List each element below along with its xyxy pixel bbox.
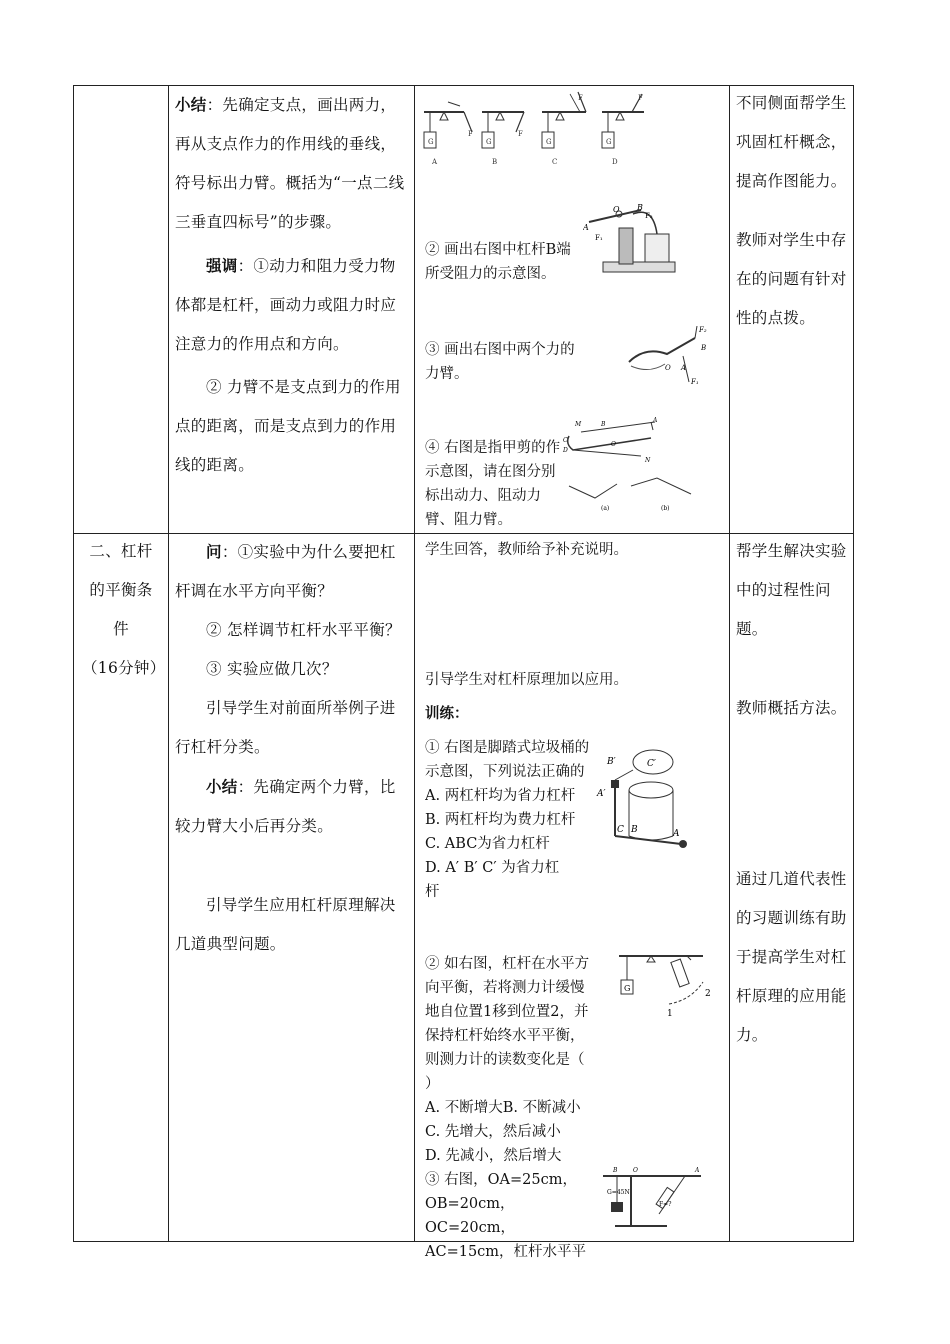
svg-text:O: O <box>611 441 616 448</box>
svg-text:G=45N: G=45N <box>607 1189 630 1196</box>
emphasis-label: 强调 <box>206 256 238 275</box>
svg-text:A′: A′ <box>597 789 606 799</box>
ask-3-paragraph: ③ 实验应做几次？ <box>206 660 338 678</box>
summary-label: 小结 <box>175 95 207 114</box>
exercise-2-option-d: D. 先减小，然后增大 <box>425 1148 562 1164</box>
svg-text:M: M <box>575 421 582 428</box>
question-4-text: ④ 右图是指甲剪的作示意图，请在图分别标出动力、阻动力臂、阻力臂。 <box>425 440 561 528</box>
svg-text:O: O <box>633 1167 638 1174</box>
exercise-1-stem: ① 右图是脚踏式垃圾桶的示意图，下列说法正确的 <box>425 740 590 780</box>
training-label: 训练： <box>425 705 469 722</box>
svg-text:O: O <box>665 364 671 372</box>
svg-text:F₂: F₂ <box>645 212 653 220</box>
svg-text:2: 2 <box>705 989 711 999</box>
exercise-1-option-b: B. 两杠杆均为费力杠杆 <box>425 812 576 828</box>
exercise-3: ③ 右图，OA=25cm，OB=20cm，OC=20cm，AC=15cm，杠杆水平平 <box>425 1172 587 1260</box>
svg-text:B: B <box>631 825 638 835</box>
trash-bin-figure <box>591 740 691 850</box>
row2-col4-cell <box>730 534 854 1242</box>
row1-col4-cell <box>730 86 854 534</box>
exercise-2-stem: ② 如右图，杠杆在水平方向平衡，若将测力计缓慢地自位置1移到位置2，并保持杠杆始终水平平衡，则测力计的读数变化是（ ） <box>425 956 590 1092</box>
svg-text:D: D <box>563 447 568 454</box>
svg-text:A: A <box>583 223 589 232</box>
row2-col1-cell <box>74 534 169 1242</box>
question-2-text: ② 画出右图中杠杆B端所受阻力的示意图。 <box>425 242 571 282</box>
svg-text:F: F <box>518 130 523 138</box>
svg-text:D: D <box>612 158 618 166</box>
exercise-2-option-a: A. 不断增大 <box>425 1100 503 1116</box>
section-title: 二、杠杆的平衡条件 <box>89 542 153 638</box>
svg-text:G: G <box>546 138 552 146</box>
svg-text:A: A <box>681 364 687 372</box>
svg-text:(b): (b) <box>661 505 670 512</box>
student-answer-text: 学生回答，教师给予补充说明。 <box>425 542 628 558</box>
ask-paragraph: 问：①实验中为什么要把杠杆调在水平方向平衡？ <box>175 542 396 600</box>
svg-text:G: G <box>606 138 612 146</box>
ask-label: 问 <box>206 542 222 561</box>
svg-text:O: O <box>613 205 620 214</box>
guide-apply-text: 引导学生对杠杆原理加以应用。 <box>425 672 628 688</box>
svg-text:G: G <box>428 138 434 146</box>
svg-text:C: C <box>617 825 624 835</box>
lever-diagrams-abcd <box>420 88 648 168</box>
svg-text:A: A <box>653 417 658 424</box>
row1-note-1: 不同侧面帮学生巩固杠杆概念，提高作图能力。 <box>736 94 847 190</box>
exercise-1-option-d: D. A′ B′ C′ 为省力杠杆 <box>425 860 560 900</box>
svg-text:F: F <box>638 94 643 102</box>
svg-text:F₂: F₂ <box>699 326 707 334</box>
svg-text:C′: C′ <box>647 759 656 769</box>
stand-lever-figure <box>597 1162 707 1236</box>
row2-note-1: 帮学生解决实验中的过程性问题。 <box>736 542 847 638</box>
exercise-2-options <box>425 1096 625 1168</box>
svg-text:G: G <box>624 984 631 993</box>
ask-2-paragraph: ② 怎样调节杠杆水平平衡？ <box>206 621 401 639</box>
exercise-1 <box>425 736 593 904</box>
row1-col2-cell <box>169 86 415 534</box>
svg-text:F: F <box>468 130 473 138</box>
row1-col1-cell <box>74 86 169 534</box>
spring-scale-lever-figure <box>611 946 711 1020</box>
svg-text:F₁: F₁ <box>595 234 603 242</box>
svg-text:B′: B′ <box>607 757 616 767</box>
svg-text:A: A <box>432 158 438 166</box>
exercise-2-option-c: C. 先增大，然后减小 <box>425 1124 561 1140</box>
svg-text:C: C <box>552 158 558 166</box>
table-row <box>74 86 854 534</box>
exercise-2-option-row-ab <box>425 1096 625 1120</box>
table-row <box>74 534 854 1242</box>
row1-col3-cell <box>415 86 730 534</box>
svg-text:B: B <box>637 204 643 212</box>
svg-text:B: B <box>613 1167 618 1174</box>
exercise-1-option-a: A. 两杠杆均为省力杠杆 <box>425 788 576 804</box>
guide-classify-paragraph: 引导学生对前面所举例子进行杠杆分类。 <box>175 699 396 756</box>
emphasis-paragraph-2: ② 力臂不是支点到力的作用点的距离，而是支点到力的作用线的距离。 <box>175 378 401 474</box>
svg-text:N: N <box>645 457 651 464</box>
svg-text:F=?: F=? <box>659 1201 672 1208</box>
svg-text:1: 1 <box>667 1009 673 1019</box>
svg-text:C: C <box>563 437 568 444</box>
question-3-text: ③ 画出右图中两个力的力臂。 <box>425 342 575 382</box>
hand-lever-figure <box>625 326 715 388</box>
exercise-2 <box>425 952 593 1096</box>
section-time: （16分钟） <box>82 659 166 677</box>
exercise-2-option-b: B. 不断减小 <box>502 1100 581 1116</box>
svg-text:(a): (a) <box>601 505 610 512</box>
svg-text:B: B <box>701 344 707 352</box>
svg-text:F: F <box>578 94 583 102</box>
svg-text:F₁: F₁ <box>691 378 699 386</box>
row2-col2-cell <box>169 534 415 1242</box>
svg-text:G: G <box>486 138 492 146</box>
row2-note-3: 通过几道代表性的习题训练有助于提高学生对杠杆原理的应用能力。 <box>736 870 847 1044</box>
exercise-1-option-c: C. ABC为省力杠杆 <box>425 836 550 852</box>
row2-col3-cell <box>415 534 730 1260</box>
emphasis-paragraph: 强调：①动力和阻力受力物体都是杠杆，画动力或阻力时应注意力的作用点和方向。 <box>175 256 397 353</box>
lesson-plan-table <box>73 85 854 1260</box>
guide-apply-paragraph: 引导学生应用杠杆原理解决几道典型问题。 <box>175 896 396 953</box>
svg-text:B: B <box>492 158 498 166</box>
row2-note-2: 教师概括方法。 <box>736 699 847 717</box>
pump-lever-figure <box>583 204 683 284</box>
row1-note-2: 教师对学生中存在的问题有针对性的点拨。 <box>736 231 847 327</box>
svg-text:A: A <box>673 829 680 839</box>
summary-2-paragraph: 小结：先确定两个力臂，比较力臂大小后再分类。 <box>175 777 396 835</box>
svg-text:B: B <box>601 421 606 428</box>
summary-2-label: 小结 <box>206 777 238 796</box>
svg-text:A: A <box>695 1167 700 1174</box>
nail-clipper-figure <box>561 416 701 516</box>
summary-paragraph: 小结：先确定支点，画出两力，再从支点作力的作用线的垂线，符号标出力臂。概括为“一点二线三垂直四标号”的步骤。 <box>175 95 405 231</box>
